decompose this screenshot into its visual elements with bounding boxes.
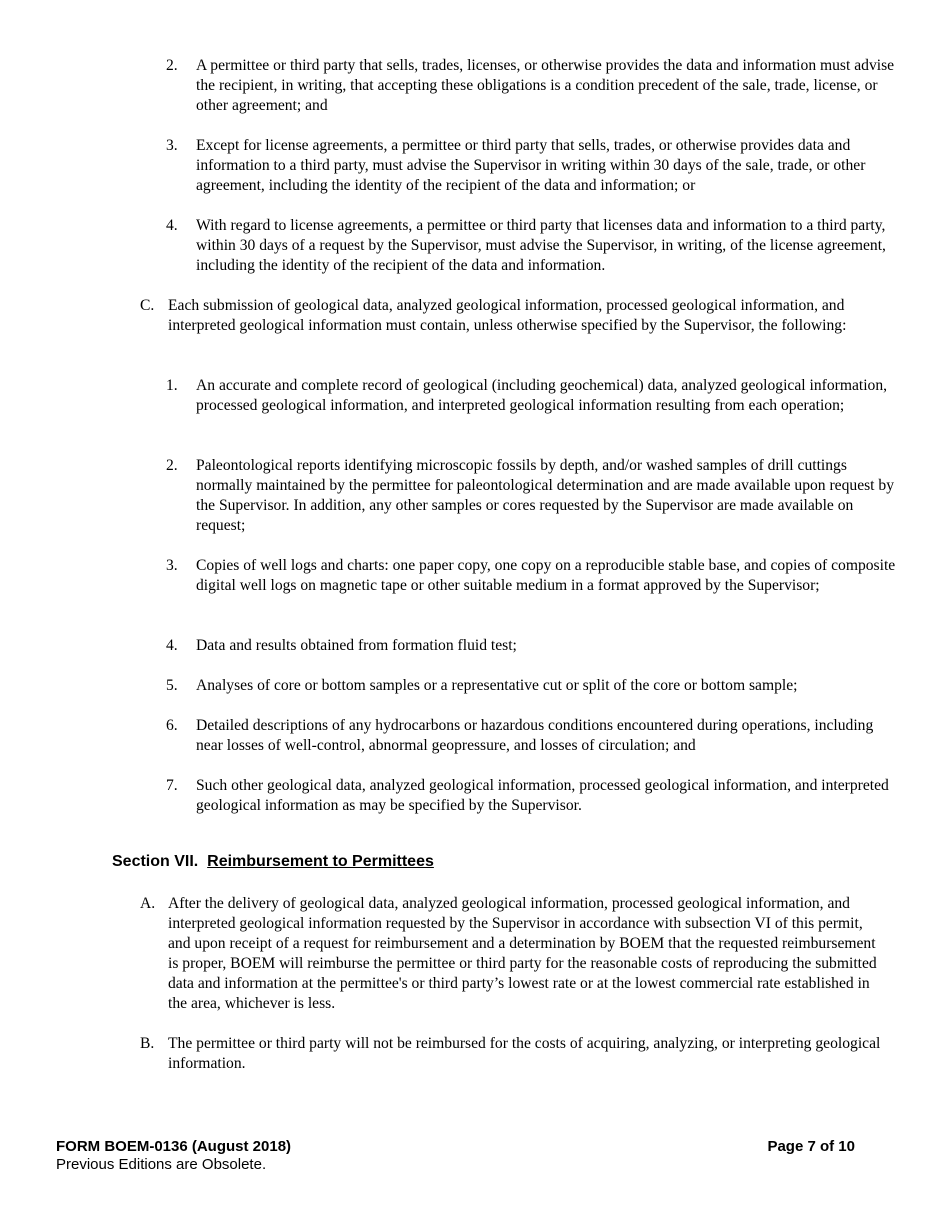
item-text: Copies of well logs and charts: one paper copy, one copy on a reproducible stable base, and copies of composite digital well logs on magnetic tape or other suitable medium in a format approved by the Supervisor; bbox=[196, 557, 896, 594]
item-number: 4. bbox=[166, 217, 178, 234]
obsolete-note: Previous Editions are Obsolete. bbox=[56, 1156, 267, 1173]
subsection-text: After the delivery of geological data, analyzed geological information, processed geological information, and interpreted geological information requested by the Supervisor in accordance with subsection VI of this permit, and upon receipt of a request for reimbursement and a determination by BOEM that the requested reimbursement is proper, BOEM will reimburse the permittee or third party for the reasonable costs of reproducing the submitted data and information at the permittee's or third party’s lowest rate or at the lowest commercial rate established in the area, whichever is less. bbox=[168, 895, 877, 1012]
item-text: Such other geological data, analyzed geological information, processed geological information, and interpreted geological information as may be specified by the Supervisor. bbox=[196, 777, 889, 814]
item-text: With regard to license agreements, a permittee or third party that licenses data and information to a third party, within 30 days of a request by the Supervisor, must advise the Supervisor, in writing, of the license agreement, including the identity of the recipient of the data and information. bbox=[196, 217, 886, 274]
subsection-letter: C. bbox=[140, 297, 155, 314]
item-text: Data and results obtained from formation fluid test; bbox=[196, 637, 517, 654]
item-text: A permittee or third party that sells, trades, licenses, or otherwise provides the data and information must advise the recipient, in writing, that accepting these obligations is a condition precedent of the sale, trade, license, or other agreement; and bbox=[196, 57, 895, 114]
item-number: 3. bbox=[166, 557, 178, 574]
item-number: 2. bbox=[166, 57, 178, 74]
subsection-letter: A. bbox=[140, 895, 156, 912]
item-number: 2. bbox=[166, 457, 178, 474]
section-label: Section VII. bbox=[112, 853, 199, 870]
page-number: Page 7 of 10 bbox=[767, 1138, 855, 1155]
subsection-text: The permittee or third party will not be reimbursed for the costs of acquiring, analyzing, or interpreting geological information. bbox=[168, 1035, 881, 1072]
item-text: An accurate and complete record of geological (including geochemical) data, analyzed geological information, processed geological information, and interpreted geological information resulting from each operation; bbox=[196, 377, 888, 414]
subsection-letter: B. bbox=[140, 1035, 155, 1052]
subsection-text: Each submission of geological data, analyzed geological information, processed geological information, and interpreted geological information must contain, unless otherwise specified by the Supervisor, the following: bbox=[168, 297, 847, 334]
item-number: 5. bbox=[166, 677, 178, 694]
item-text: Analyses of core or bottom samples or a representative cut or split of the core or bottom sample; bbox=[196, 677, 798, 694]
item-text: Detailed descriptions of any hydrocarbons or hazardous conditions encountered during operations, including near losses of well-control, abnormal geopressure, and losses of circulation; and bbox=[196, 717, 874, 754]
item-text: Except for license agreements, a permittee or third party that sells, trades, or otherwise provides data and information to a third party, must advise the Supervisor in writing within 30 days of the sale, trade, or other agreement, including the identity of the recipient of the data and information; or bbox=[196, 137, 866, 194]
item-number: 7. bbox=[166, 777, 178, 794]
section-title: Reimbursement to Permittees bbox=[207, 853, 434, 870]
item-text: Paleontological reports identifying microscopic fossils by depth, and/or washed samples of drill cuttings normally maintained by the permittee for paleontological determination and are made available upon request by the Supervisor. In addition, any other samples or cores requested by the Supervisor are made available on request; bbox=[196, 457, 895, 534]
item-number: 6. bbox=[166, 717, 178, 734]
form-id: FORM BOEM-0136 (August 2018) bbox=[56, 1138, 292, 1155]
section-heading bbox=[112, 852, 434, 872]
item-number: 3. bbox=[166, 137, 178, 154]
item-number: 4. bbox=[166, 637, 178, 654]
item-number: 1. bbox=[166, 377, 178, 394]
